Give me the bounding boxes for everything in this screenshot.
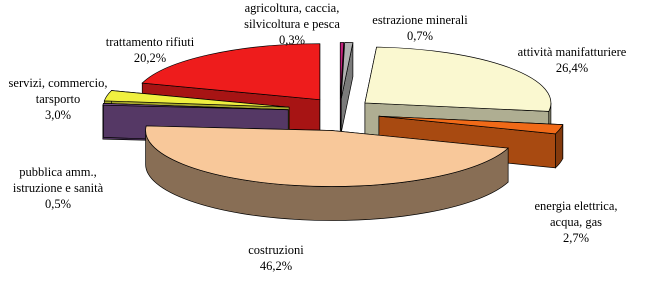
slice-name-label: tarsporto — [35, 92, 81, 106]
slice-name-label: energia elettrica, — [534, 199, 618, 213]
slice-value-label: 26,4% — [555, 61, 589, 75]
slice-label-7 — [9, 76, 108, 122]
slice-label-4 — [534, 199, 617, 245]
slice-value-label: 3,0% — [44, 108, 72, 122]
slice-value-label: 2,7% — [562, 231, 590, 245]
slice-value-label: 20,2% — [133, 51, 167, 65]
slice-label-1 — [244, 1, 340, 47]
slice-name-label: estrazione minerali — [372, 13, 468, 27]
slice-name-label: istruzione e sanità — [12, 181, 104, 195]
slice-name-label: pubblica amm., — [19, 165, 97, 179]
slice-value-label: 46,2% — [259, 259, 293, 273]
slice-value-label: 0,5% — [44, 197, 72, 211]
slice-name-label: costruzioni — [248, 243, 304, 257]
slice-name-label: agricoltura, caccia, — [244, 1, 340, 15]
slice-label-5 — [248, 243, 304, 273]
slice-name-label: acqua, gas — [549, 215, 603, 229]
slice-name-label: trattamento rifiuti — [105, 35, 195, 49]
slice-label-8 — [106, 35, 195, 65]
slice-label-2 — [372, 13, 468, 43]
slice-label-3 — [518, 45, 627, 75]
slice-name-label: servizi, commercio, — [8, 76, 108, 90]
slice-label-6 — [13, 165, 104, 211]
slice-name-label: silvicoltura e pesca — [244, 17, 340, 31]
slice-value-label: 0,3% — [278, 33, 306, 47]
slice-value-label: 0,7% — [406, 29, 434, 43]
slice-name-label: attività manifatturiere — [517, 45, 627, 59]
